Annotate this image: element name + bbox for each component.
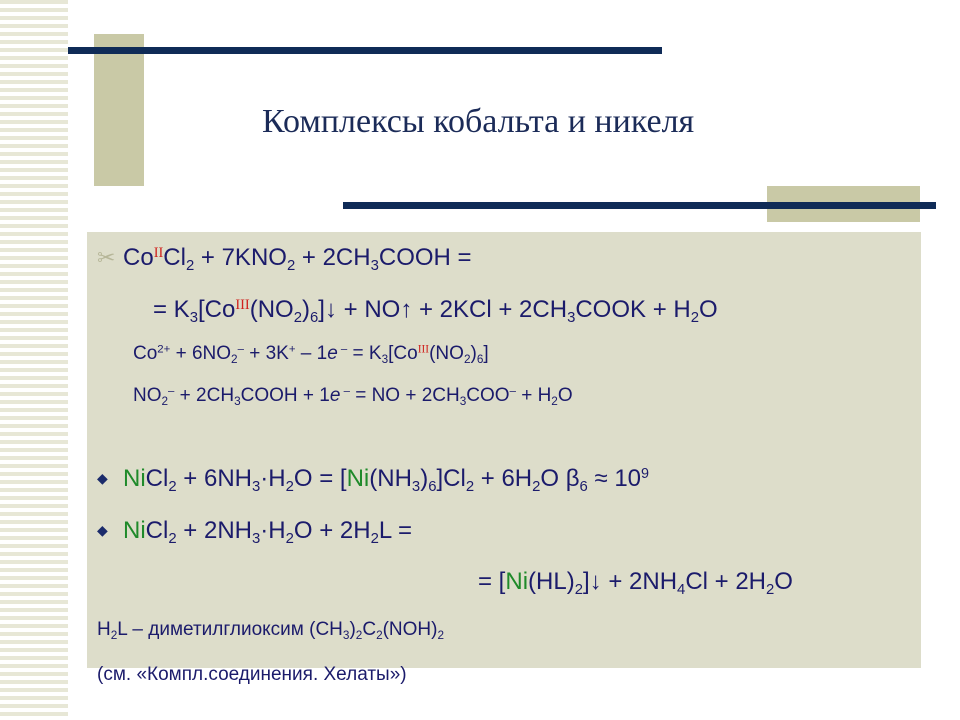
decorative-square-top	[94, 34, 144, 186]
decorative-line-right	[343, 202, 936, 209]
decorative-line-top	[68, 47, 662, 54]
left-decorative-strip	[0, 0, 68, 720]
reference-note: (см. «Компл.соединения. Хелаты»)	[97, 664, 407, 685]
down-arrow-icon: ↓	[324, 296, 337, 323]
equation-1-line-2: = $K_3[Co^{III}(NO_2)_6]↓$ + NO↑ + $2KCl + 2CH_3COOK + H_2O$	[153, 296, 718, 326]
slide-title: Комплексы кобальта и никеля	[262, 103, 695, 140]
up-arrow-icon: ↑	[400, 296, 413, 323]
equation-3: $NO_2^-$ + $2CH_3COOH + 1e$ – = NO + $2CH_3COO^- + H_2O$	[133, 385, 573, 408]
ligand-definition: $H_2L$ – диметилглиоксим $(CH_3)_2C_2(NOH)_2$	[97, 619, 445, 642]
equation-2: $Co^{2+} + 6NO_2^- + 3K^+ - 1e$ $^- = K_3[Co^{III}(NO_2)_6]$	[133, 343, 489, 366]
equation-1-line-1: ✂ $Co^{II}Cl_2 + 7KNO_2$ + $2CH_3COOH$ =	[97, 244, 472, 274]
diamond-bullet-icon: ◆	[97, 470, 108, 486]
equation-6: = $[Ni(HL)_2]↓ + 2NH_4Cl + 2H_2O$	[478, 568, 793, 598]
equation-5: ◆ NiCl$_2$ + $2NH_3\cdot H_2O + 2H_2L$ =	[97, 517, 413, 547]
down-arrow-icon: ↓	[589, 568, 602, 595]
diamond-bullet-icon: ◆	[97, 522, 108, 538]
scissors-icon: ✂	[97, 245, 116, 270]
equation-4: ◆ NiCl$_2$ + $6NH_3\cdot H_2O = [Ni(NH_3)_6]Cl_2 + 6H_2O$ $\beta_6 \approx 10^9$	[97, 465, 650, 495]
